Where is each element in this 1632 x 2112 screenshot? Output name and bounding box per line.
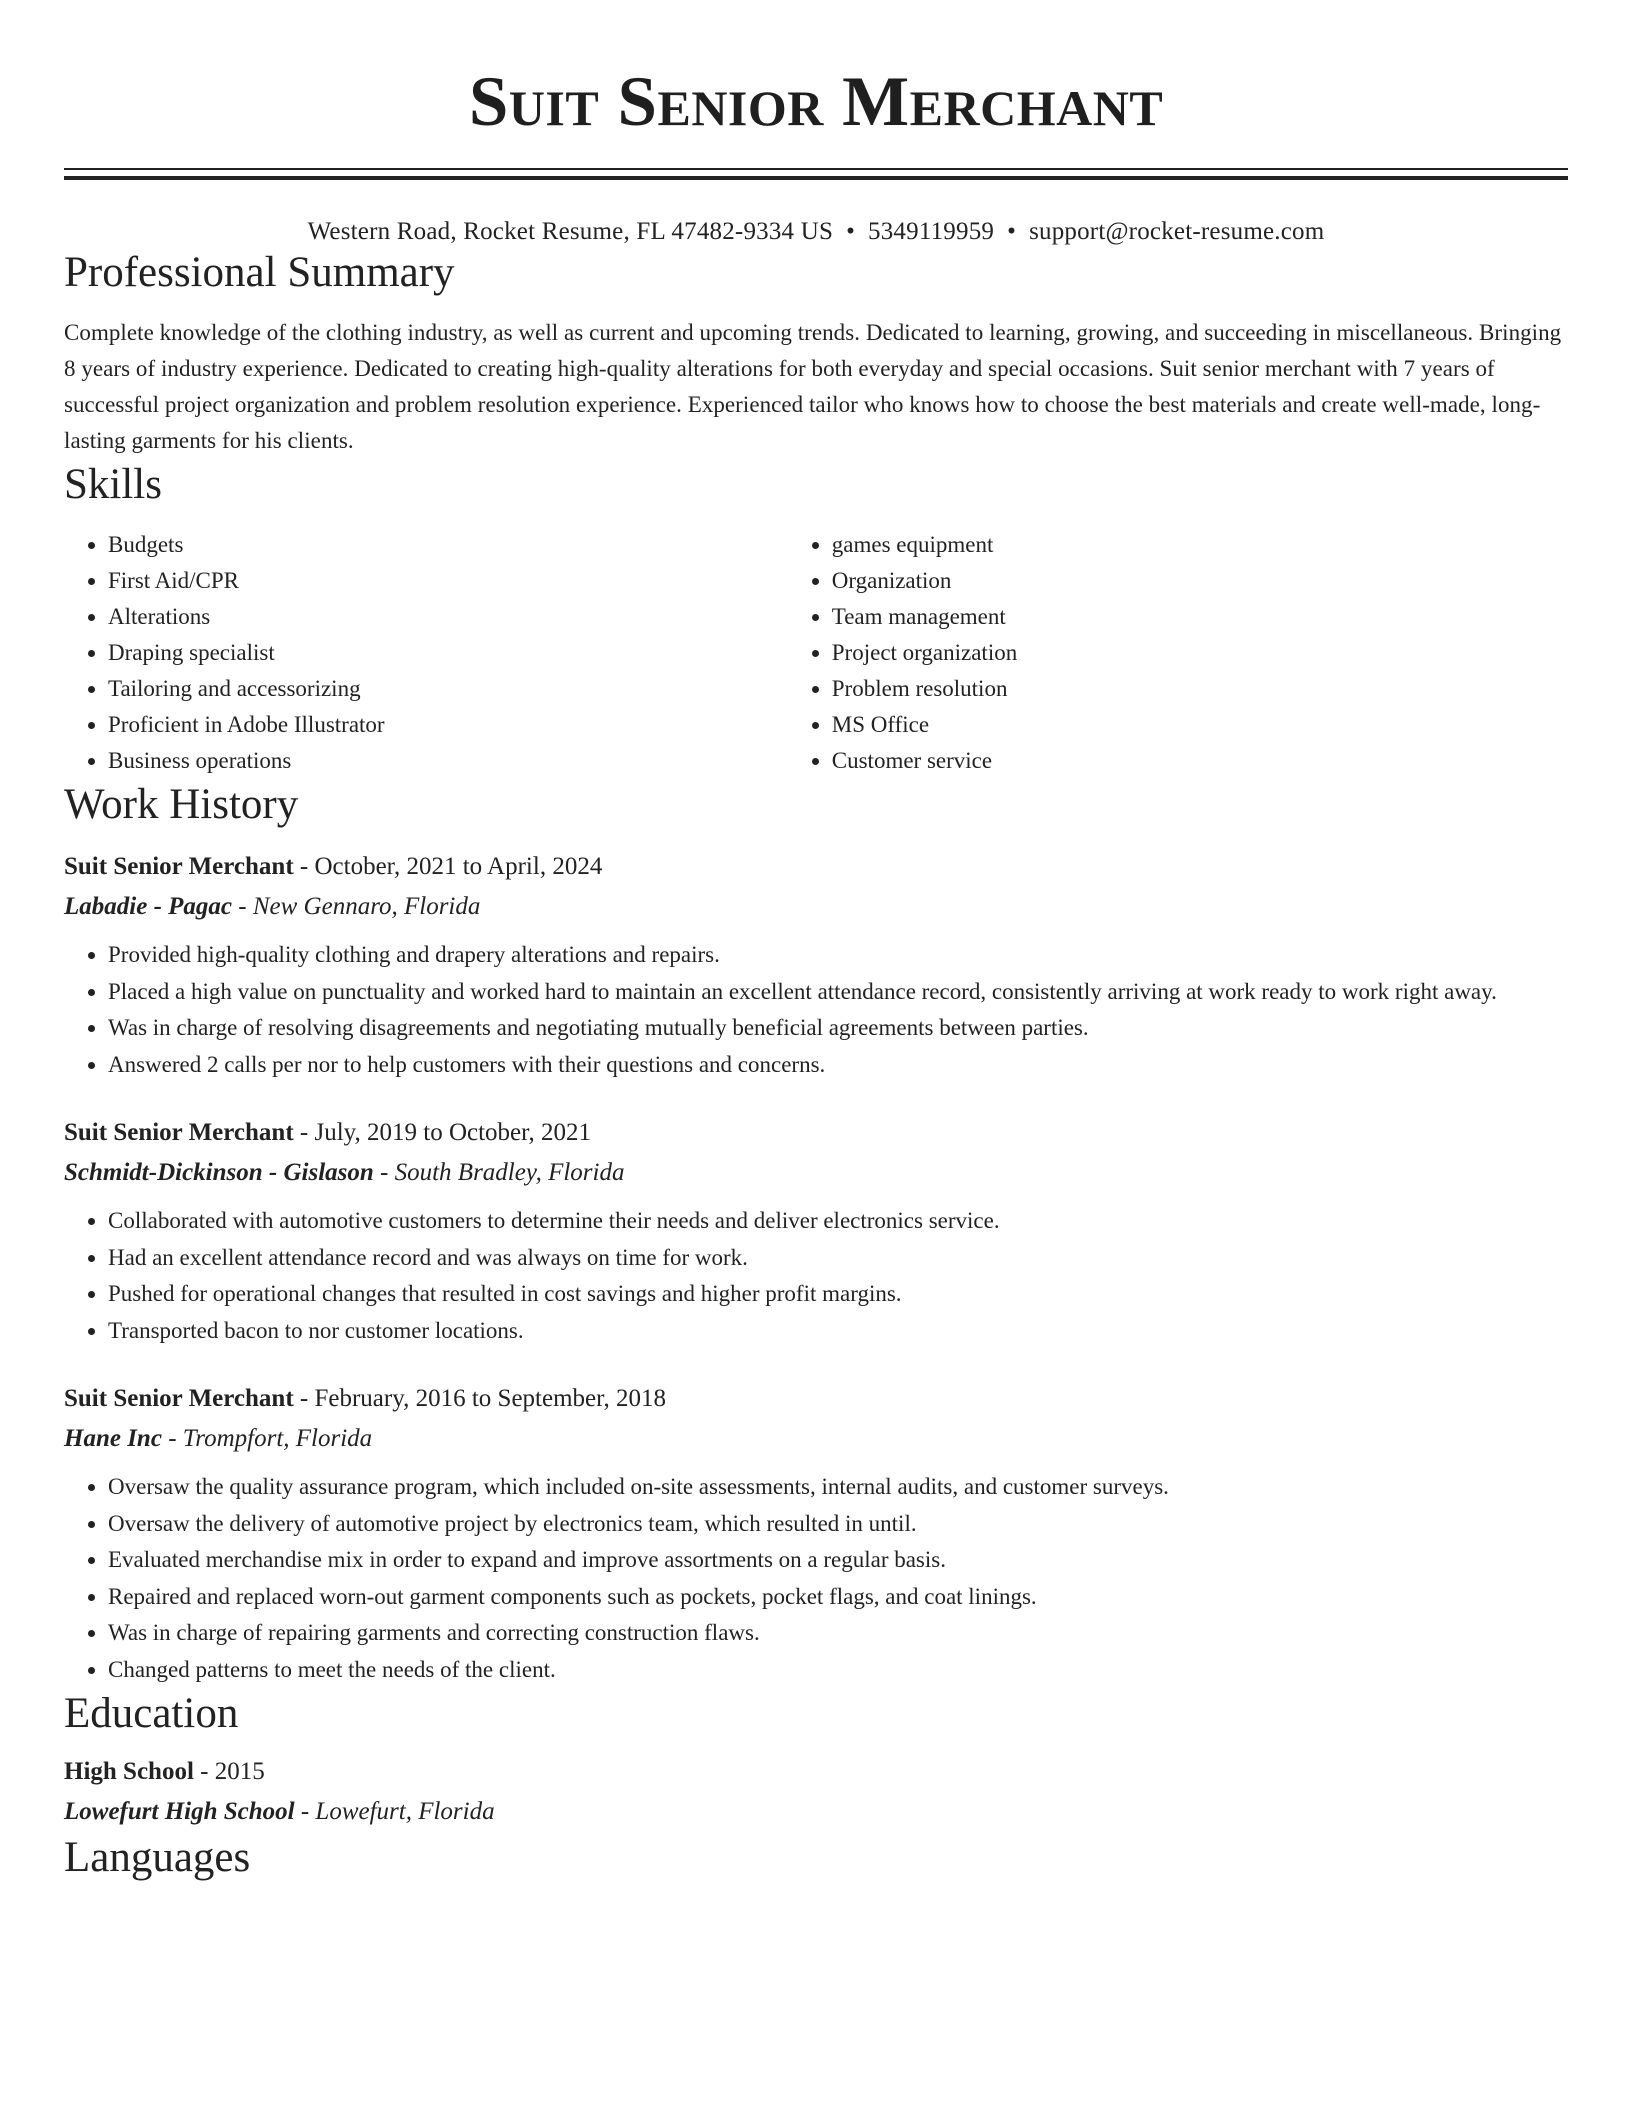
- education-entry: [64, 1752, 1568, 1832]
- duty-item: • Collaborated with automotive customers to determine their needs and deliver electronics service.: [108, 1203, 1568, 1240]
- skill-item: • Problem resolution: [832, 671, 1568, 707]
- employer-location: New Gennaro, Florida: [252, 893, 481, 920]
- dash: -: [293, 1385, 315, 1412]
- skill-item: • Project organization: [832, 635, 1568, 671]
- dash: -: [294, 1798, 316, 1825]
- job-title-line: [64, 847, 1568, 887]
- school-line: [64, 1792, 1568, 1832]
- header-divider-thick: [64, 176, 1568, 180]
- job-entry: [64, 1379, 1568, 1688]
- school-name: Lowefurt High School: [64, 1798, 295, 1825]
- contact-address: Western Road, Rocket Resume, FL 47482-9334 US: [307, 218, 834, 245]
- employer-location: South Bradley, Florida: [394, 1159, 625, 1186]
- skill-item: • Budgets: [108, 527, 788, 563]
- employer-line: [64, 887, 1568, 927]
- job-duties: [64, 1203, 1568, 1349]
- candidate-name: Suit Senior Merchant: [468, 63, 1164, 141]
- skill-item: • Organization: [832, 563, 1568, 599]
- duty-item: • Repaired and replaced worn-out garment components such as pockets, pocket flags, and coat linings.: [108, 1579, 1568, 1616]
- employer-line: [64, 1153, 1568, 1193]
- summary-heading: Professional Summary: [64, 249, 455, 296]
- duty-item: • Was in charge of repairing garments and correcting construction flaws.: [108, 1615, 1568, 1652]
- duty-item: • Changed patterns to meet the needs of the client.: [108, 1652, 1568, 1689]
- job-title: Suit Senior Merchant: [64, 853, 294, 880]
- contact-phone: 5349119959: [868, 218, 995, 245]
- employer-name: Hane Inc: [64, 1425, 162, 1452]
- duty-item: • Answered 2 calls per nor to help customers with their questions and concerns.: [108, 1047, 1568, 1084]
- skills-list: [64, 527, 1568, 779]
- skills-column-right: [788, 527, 1568, 779]
- dash: -: [293, 1119, 315, 1146]
- education-heading: Education: [64, 1690, 239, 1737]
- duty-item: • Was in charge of resolving disagreements and negotiating mutually beneficial agreements between parties.: [108, 1010, 1568, 1047]
- skill-item: • Team management: [832, 599, 1568, 635]
- dash: -: [293, 853, 315, 880]
- duty-item: • Had an excellent attendance record and was always on time for work.: [108, 1240, 1568, 1277]
- contact-separator: •: [1007, 218, 1017, 245]
- job-title: Suit Senior Merchant: [64, 1119, 294, 1146]
- school-location: Lowefurt, Florida: [315, 1798, 495, 1825]
- languages-heading: Languages: [64, 1834, 251, 1881]
- job-title-line: [64, 1379, 1568, 1419]
- summary-text: Complete knowledge of the clothing industry, as well as current and upcoming trends. Dedicated to learning, growing, and succeeding in miscellaneous. Bringing 8 years of industry experience. Dedicated to creating high-quality alterations for both everyday and special occasions. Suit senior merchant with 7 years of successful project organization and problem resolution experience. Experienced tailor who knows how to choose the best materials and create well-made, long-lasting garments for his clients.: [64, 320, 1562, 453]
- job-dates: July, 2019 to October, 2021: [314, 1119, 591, 1146]
- duty-item: • Evaluated merchandise mix in order to expand and improve assortments on a regular basis.: [108, 1542, 1568, 1579]
- skill-item: • MS Office: [832, 707, 1568, 743]
- skills-heading: Skills: [64, 461, 162, 508]
- dash: -: [373, 1159, 395, 1186]
- employer-line: [64, 1419, 1568, 1459]
- degree-line: [64, 1752, 1568, 1792]
- job-entry: [64, 1113, 1568, 1349]
- skill-item: • First Aid/CPR: [108, 563, 788, 599]
- employer-location: Trompfort, Florida: [182, 1425, 373, 1452]
- job-title: Suit Senior Merchant: [64, 1385, 294, 1412]
- job-title-line: [64, 1113, 1568, 1153]
- duty-item: • Oversaw the delivery of automotive project by electronics team, which resulted in until.: [108, 1506, 1568, 1543]
- contact-separator: •: [846, 218, 856, 245]
- duty-item: • Placed a high value on punctuality and worked hard to maintain an excellent attendance record, consistently arriving at work ready to work right away.: [108, 974, 1568, 1011]
- skill-item: • Tailoring and accessorizing: [108, 671, 788, 707]
- skill-item: • Business operations: [108, 743, 788, 779]
- graduation-year: 2015: [214, 1758, 265, 1785]
- dash: -: [161, 1425, 183, 1452]
- skill-item: • games equipment: [832, 527, 1568, 563]
- skill-item: • Customer service: [832, 743, 1568, 779]
- contact-email: support@rocket-resume.com: [1029, 218, 1325, 245]
- job-entry: [64, 847, 1568, 1083]
- duty-item: • Oversaw the quality assurance program, which included on-site assessments, internal audits, and customer surveys.: [108, 1469, 1568, 1506]
- dash: -: [193, 1758, 215, 1785]
- duty-item: • Transported bacon to nor customer locations.: [108, 1313, 1568, 1350]
- dash: -: [232, 893, 253, 920]
- duty-item: • Provided high-quality clothing and drapery alterations and repairs.: [108, 937, 1568, 974]
- header-divider-thin: [64, 168, 1568, 170]
- skill-item: • Proficient in Adobe Illustrator: [108, 707, 788, 743]
- job-duties: [64, 937, 1568, 1083]
- skill-item: • Draping specialist: [108, 635, 788, 671]
- job-dates: October, 2021 to April, 2024: [314, 853, 603, 880]
- job-dates: February, 2016 to September, 2018: [314, 1385, 666, 1412]
- duty-item: • Pushed for operational changes that resulted in cost savings and higher profit margins.: [108, 1276, 1568, 1313]
- contact-line: [64, 217, 1568, 247]
- skill-item: • Alterations: [108, 599, 788, 635]
- degree: High School: [64, 1758, 194, 1785]
- employer-name: Schmidt-Dickinson - Gislason: [64, 1159, 374, 1186]
- job-duties: [64, 1469, 1568, 1688]
- employer-name: Labadie - Pagac: [64, 893, 233, 920]
- work-history-heading: Work History: [64, 781, 299, 828]
- skills-column-left: [64, 527, 788, 779]
